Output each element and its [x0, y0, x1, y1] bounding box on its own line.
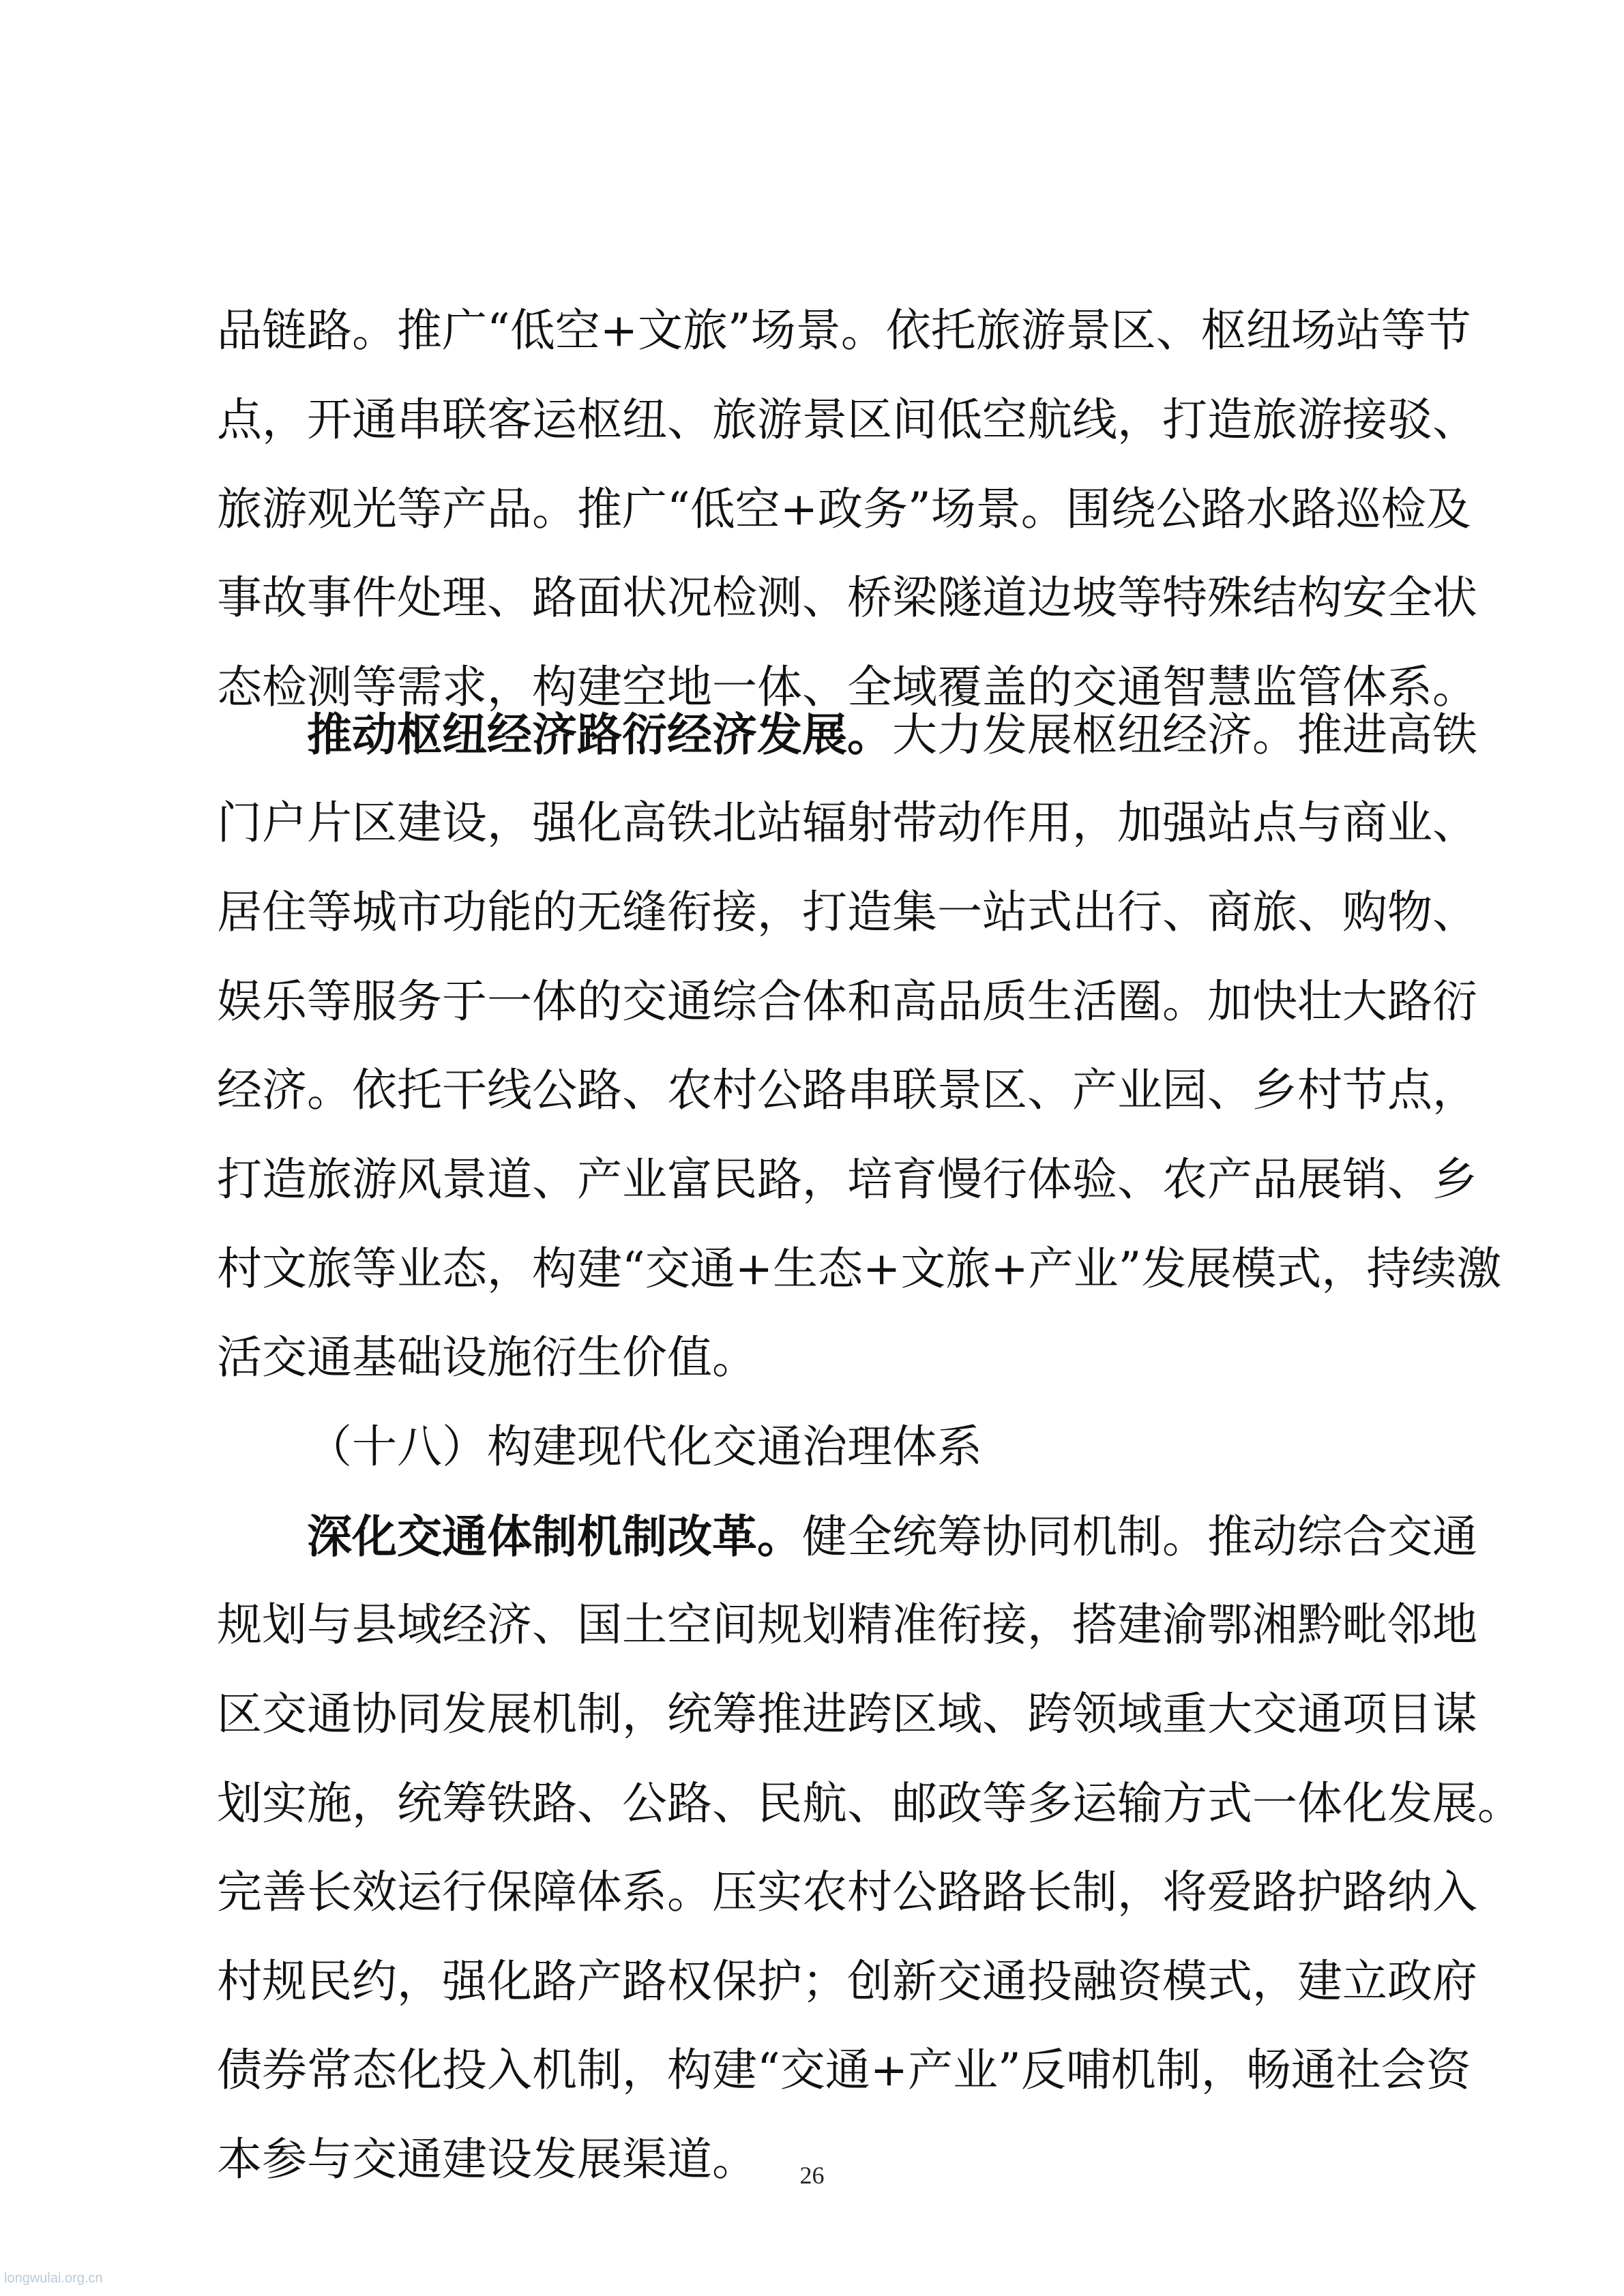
body-line: 居住等城市功能的无缝衔接，打造集一站式出行、商旅、购物、 — [217, 886, 1477, 938]
paragraph-text: 健全统筹协同机制。推动综合交通 — [802, 1510, 1477, 1563]
body-line: 打造旅游风景道、产业富民路，培育慢行体验、农产品展销、乡 — [217, 1153, 1477, 1206]
body-line: 旅游观光等产品。推广“低空+政务”场景。围绕公路水路巡检及 — [217, 483, 1471, 535]
body-line: 区交通协同发展机制，统筹推进跨区域、跨领域重大交通项目谋 — [217, 1688, 1477, 1740]
body-line: 村规民约，强化路产路权保护；创新交通投融资模式，建立政府 — [217, 1955, 1477, 2008]
watermark: longwulai.org.cn — [4, 2271, 103, 2286]
body-line: 事故事件处理、路面状况检测、桥梁隧道边坡等特殊结构安全状 — [217, 571, 1477, 624]
body-line: 村文旅等业态，构建“交通+生态+文旅+产业”发展模式，持续激 — [217, 1242, 1502, 1295]
paragraph-lead: 推动枢纽经济路衍经济发展。 — [307, 708, 892, 761]
paragraph-first-line — [307, 1510, 1477, 1563]
body-line: 门户片区建设，强化高铁北站辐射带动作用，加强站点与商业、 — [217, 796, 1477, 849]
body-line: 娱乐等服务于一体的交通综合体和高品质生活圈。加快壮大路衍 — [217, 975, 1477, 1028]
body-line: 本参与交通建设发展渠道。 — [217, 2133, 757, 2186]
paragraph-text: 大力发展枢纽经济。推进高铁 — [892, 709, 1477, 761]
page-number: 26 — [799, 2162, 825, 2189]
body-line: 活交通基础设施衍生价值。 — [217, 1331, 757, 1384]
body-line: 完善长效运行保障体系。压实农村公路路长制，将爱路护路纳入 — [217, 1866, 1477, 1918]
body-line: 规划与县域经济、国土空间规划精准衔接，搭建渝鄂湘黔毗邻地 — [217, 1598, 1477, 1651]
paragraph-first-line — [307, 708, 1477, 761]
body-line: 品链路。推广“低空+文旅”场景。依托旅游景区、枢纽场站等节 — [217, 304, 1471, 357]
section-heading: （十八）构建现代化交通治理体系 — [307, 1420, 982, 1473]
paragraph-lead: 深化交通体制机制改革。 — [307, 1510, 802, 1563]
body-line: 点，开通串联客运枢纽、旅游景区间低空航线，打造旅游接驳、 — [217, 393, 1477, 446]
body-line: 划实施，统筹铁路、公路、民航、邮政等多运输方式一体化发展。 — [217, 1777, 1522, 1830]
body-line: 债券常态化投入机制，构建“交通+产业”反哺机制，畅通社会资 — [217, 2044, 1471, 2096]
body-line: 经济。依托干线公路、农村公路串联景区、产业园、乡村节点， — [217, 1064, 1477, 1116]
body-line: 态检测等需求，构建空地一体、全域覆盖的交通智慧监管体系。 — [217, 661, 1477, 713]
